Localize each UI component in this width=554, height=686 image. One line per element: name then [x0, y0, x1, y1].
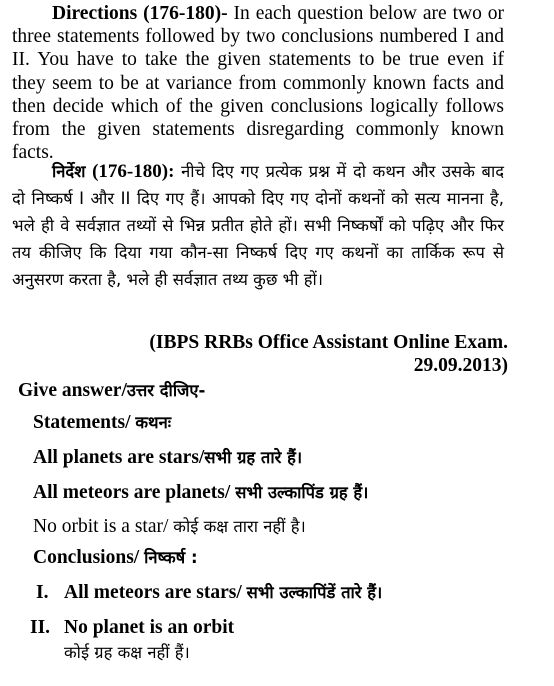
exam-source — [149, 331, 508, 377]
statement-3-hi: कोई कक्ष तारा नहीं है। — [173, 517, 306, 536]
give-answer-hi: उत्तर दीजिए- — [126, 381, 206, 400]
statement-1-hi: सभी ग्रह तारे हैं। — [204, 448, 303, 467]
exam-source-date: 29.09.2013) — [413, 355, 508, 376]
conclusion-1-hi: सभी उल्कापिंडें तारे हैं। — [246, 583, 383, 602]
statement-1-en: All planets are stars/ — [33, 447, 205, 468]
give-answer-en: Give answer/ — [18, 380, 127, 401]
statements-heading-hi: कथनः — [135, 413, 172, 432]
nirdesh-number: (176-180): — [92, 161, 175, 182]
conclusion-1 — [64, 580, 382, 606]
conclusion-2-number: II. — [30, 617, 51, 638]
nirdesh-text: नीचे दिए गए प्रत्येक प्रश्न में दो कथन और उसके बाद दो निष्कर्ष I और II दिए गए हैं। आपको दिए गए दोनों कथनों को सत्य मानना है, भले ही वे सर्वज्ञात तथ्यों से भिन्न प्रतीत होते हों। सभी निष्कर्षों को पढ़िए और फिर तय कीजिए कि दिया गया कौन-सा निष्कर्ष दिए गए कथनों का तार्किक रूप से अनुसरण करता है, भले ही सर्वज्ञात तथ्य कुछ भी हों। — [12, 162, 505, 289]
conclusion-2-hi: कोई ग्रह कक्ष नहीं हैं। — [64, 643, 190, 662]
conclusions-heading-en: Conclusions/ — [33, 547, 140, 568]
conclusion-2-en: No planet is an orbit — [64, 617, 235, 638]
directions-paragraph — [12, 2, 504, 164]
conclusion-1-number: I. — [36, 582, 49, 603]
directions-text: In each question below are two or three statements followed by two conclusions numbered I and II. You have to take the given statements to be true even if they seem to be at variance from commonly known facts and then decide which of the given conclusions logically follows from the given statements disregarding commonly known facts. — [12, 3, 505, 164]
statement-2 — [33, 480, 368, 506]
statements-heading-en: Statements/ — [33, 412, 131, 433]
nirdesh-paragraph — [12, 158, 504, 293]
conclusion-1-en: All meteors are stars/ — [64, 582, 242, 603]
statement-3 — [33, 514, 306, 540]
give-answer-heading — [18, 378, 205, 404]
statement-3-en: No orbit is a star/ — [33, 516, 169, 537]
conclusions-heading-hi: निष्कर्ष : — [144, 548, 198, 567]
exam-source-name: (IBPS RRBs Office Assistant Online Exam. — [149, 332, 508, 353]
nirdesh-label: निर्देश — [52, 162, 86, 181]
statements-heading — [33, 410, 171, 436]
statement-2-hi: सभी उल्कापिंड ग्रह हैं। — [235, 483, 369, 502]
directions-label: Directions (176-180)- — [52, 3, 228, 24]
conclusions-heading — [33, 545, 198, 571]
statement-1 — [33, 445, 302, 471]
statement-2-en: All meteors are planets/ — [33, 482, 231, 503]
